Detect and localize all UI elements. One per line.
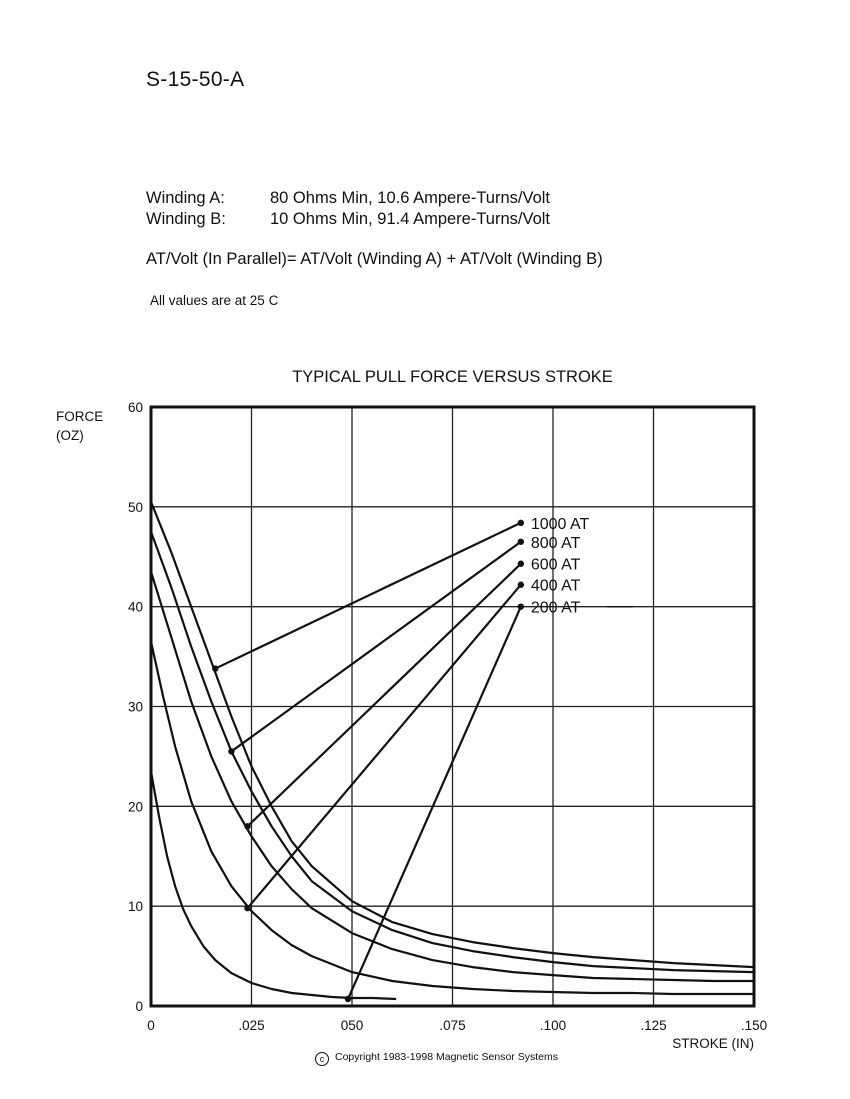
parallel-formula: AT/Volt (In Parallel)= AT/Volt (Winding A) + AT/Volt (Winding B) bbox=[146, 250, 603, 268]
copyright-symbol-icon: c bbox=[315, 1052, 329, 1066]
series-label: 800 AT bbox=[530, 534, 581, 552]
y-tick-label: 30 bbox=[127, 699, 143, 715]
x-tick-label: .125 bbox=[640, 1018, 667, 1033]
leader-point bbox=[228, 748, 234, 754]
part-number: S-15-50-A bbox=[146, 68, 245, 91]
leader-line bbox=[247, 564, 520, 827]
x-tick-label: .150 bbox=[740, 1018, 768, 1033]
winding-a-label: Winding A: bbox=[146, 189, 225, 207]
copyright-line bbox=[315, 1051, 558, 1066]
leader-point bbox=[518, 561, 524, 567]
leader-point bbox=[244, 905, 250, 911]
series-label: 200 AT bbox=[530, 599, 581, 617]
x-tick-label: .075 bbox=[439, 1018, 466, 1033]
leader-point bbox=[518, 603, 524, 609]
x-tick-label: .025 bbox=[238, 1018, 265, 1033]
series-label: 1000 AT bbox=[530, 515, 590, 533]
y-axis-label-line1: FORCE bbox=[56, 409, 104, 424]
y-tick-label: 50 bbox=[127, 499, 143, 515]
x-tick-label: 0 bbox=[147, 1018, 155, 1033]
leader-point bbox=[212, 665, 218, 671]
leader-line bbox=[215, 523, 521, 669]
y-tick-label: 0 bbox=[135, 999, 143, 1014]
x-tick-label: .100 bbox=[539, 1018, 567, 1033]
winding-b-label: Winding B: bbox=[146, 210, 226, 228]
y-tick-label: 60 bbox=[127, 400, 143, 415]
leader-point bbox=[345, 996, 351, 1002]
series-curve bbox=[151, 771, 396, 999]
leader-point bbox=[518, 582, 524, 588]
leader-line bbox=[348, 607, 521, 999]
y-tick-label: 20 bbox=[127, 799, 143, 815]
series-label: 600 AT bbox=[530, 556, 581, 574]
copyright-text: Copyright 1983-1998 Magnetic Sensor Systems bbox=[335, 1051, 558, 1063]
x-axis-label: STROKE (IN) bbox=[672, 1036, 754, 1051]
leader-point bbox=[518, 539, 524, 545]
series-label: 400 AT bbox=[530, 577, 581, 595]
winding-b-value: 10 Ohms Min, 91.4 Ampere-Turns/Volt bbox=[270, 210, 551, 228]
chart-title: TYPICAL PULL FORCE VERSUS STROKE bbox=[292, 368, 613, 386]
leader-line bbox=[231, 542, 520, 752]
leader-point bbox=[518, 520, 524, 526]
x-tick-label: 050 bbox=[340, 1018, 364, 1033]
y-tick-label: 40 bbox=[127, 599, 143, 615]
y-axis-label-line2: (OZ) bbox=[56, 428, 84, 443]
y-tick-label: 10 bbox=[127, 899, 143, 915]
winding-a-value: 80 Ohms Min, 10.6 Ampere-Turns/Volt bbox=[270, 189, 551, 207]
leader-point bbox=[244, 823, 250, 829]
temperature-note: All values are at 25 C bbox=[150, 293, 279, 308]
